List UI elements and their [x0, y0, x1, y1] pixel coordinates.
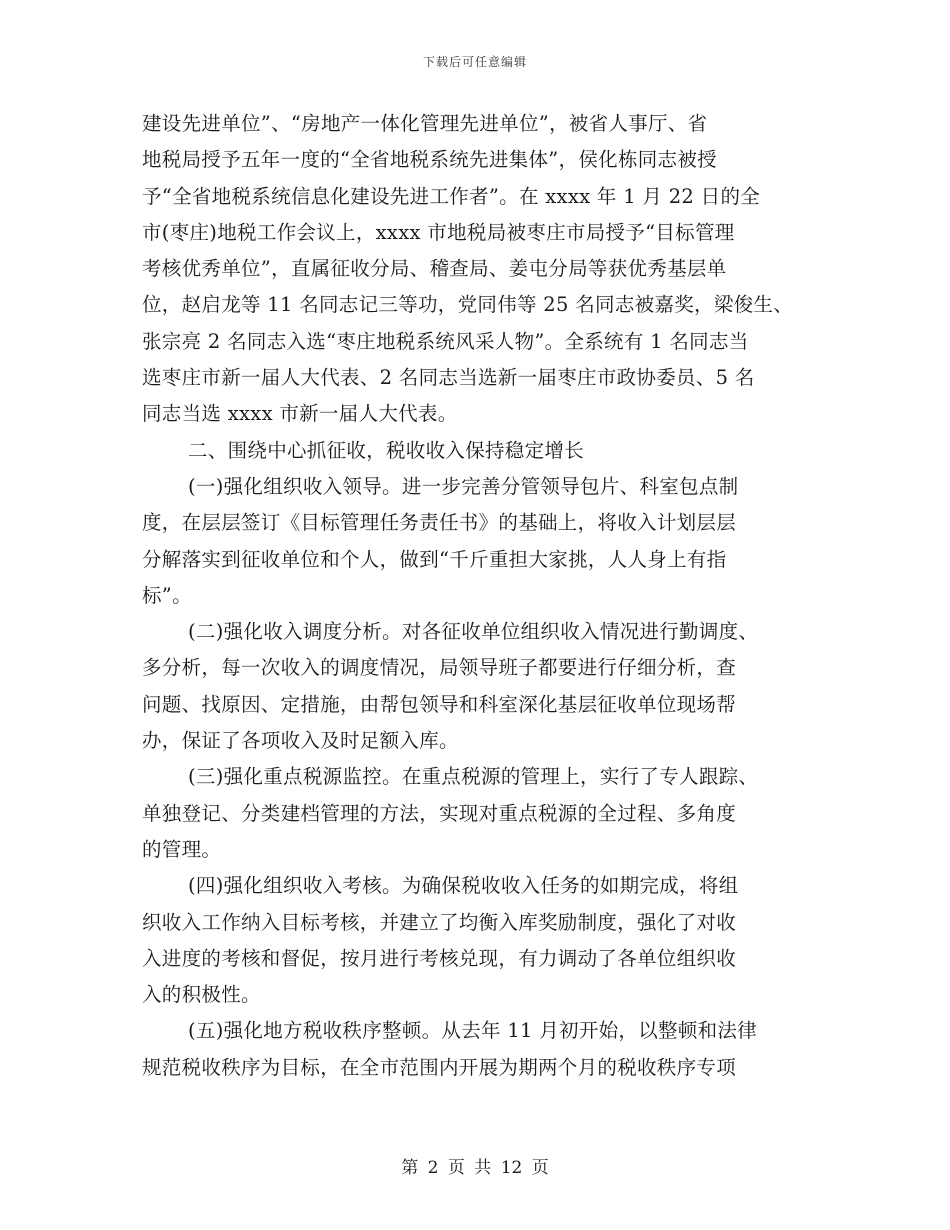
- paragraph-first-line: (四)强化组织收入考核。为确保税收收入任务的如期完成，将组: [188, 874, 739, 898]
- text-line: 入进度的考核和督促，按月进行考核兑现，有力调动了各单位组织收: [142, 946, 737, 970]
- text-line: 选枣庄市新一届人大代表、2 名同志当选新一届枣庄市政协委员、5 名: [142, 366, 755, 390]
- text-line: 地税局授予五年一度的“全省地税系统先进集体”，侯化栋同志被授: [142, 148, 717, 172]
- paragraph-first-line: 二、围绕中心抓征收，税收收入保持稳定增长: [188, 438, 585, 462]
- text-line: 织收入工作纳入目标考核，并建立了均衡入库奖励制度，强化了对收: [142, 910, 737, 934]
- text-line: 予“全省地税系统信息化建设先进工作者”。在 xxxx 年 1 月 22 日的全: [142, 184, 761, 208]
- page-header: 下载后可任意编辑: [422, 55, 527, 69]
- text-line: 的管理。: [142, 837, 222, 861]
- text-line: 张宗亮 2 名同志入选“枣庄地税系统风采人物”。全系统有 1 名同志当: [142, 329, 749, 353]
- page-footer: 第 2 页 共 12 页: [401, 1158, 549, 1178]
- text-line: 同志当选 xxxx 市新一届人大代表。: [142, 402, 458, 426]
- text-line: 考核优秀单位”，直属征收分局、稽查局、姜屯分局等获优秀基层单: [142, 257, 727, 281]
- text-line: 问题、找原因、定措施，由帮包领导和科室深化基层征收单位现场帮: [142, 692, 737, 716]
- text-line: 标”。: [142, 583, 192, 607]
- document-body: [142, 106, 822, 1086]
- text-line: 办，保证了各项收入及时足额入库。: [142, 729, 459, 753]
- text-line: 度，在层层签订《目标管理任务责任书》的基础上，将收入计划层层: [142, 511, 737, 535]
- text-line: 分解落实到征收单位和个人，做到“千斤重担大家挑，人人身上有指: [142, 547, 727, 571]
- paragraph-first-line: (二)强化收入调度分析。对各征收单位组织收入情况进行勤调度、: [188, 620, 759, 644]
- text-line: 规范税收秩序为目标，在全市范围内开展为期两个月的税收秩序专项: [142, 1055, 737, 1079]
- text-line: 多分析，每一次收入的调度情况，局领导班子都要进行仔细分析，查: [142, 656, 737, 680]
- text-line: 单独登记、分类建档管理的方法，实现对重点税源的全过程、多角度: [142, 801, 737, 825]
- text-line: 入的积极性。: [142, 983, 261, 1007]
- paragraph-first-line: (三)强化重点税源监控。在重点税源的管理上，实行了专人跟踪、: [188, 765, 759, 789]
- paragraph-first-line: (五)强化地方税收秩序整顿。从去年 11 月初开始，以整顿和法律: [188, 1019, 758, 1043]
- paragraph-first-line: (一)强化组织收入领导。进一步完善分管领导包片、科室包点制: [188, 474, 739, 498]
- text-line: 市(枣庄)地税工作会议上，xxxx 市地税局被枣庄市局授予“目标管理: [142, 220, 735, 244]
- text-line: 位，赵启龙等 11 名同志记三等功，党同伟等 25 名同志被嘉奖，梁俊生、: [142, 293, 794, 317]
- text-line: 建设先进单位”、“房地产一体化管理先进单位”，被省人事厅、省: [142, 112, 708, 135]
